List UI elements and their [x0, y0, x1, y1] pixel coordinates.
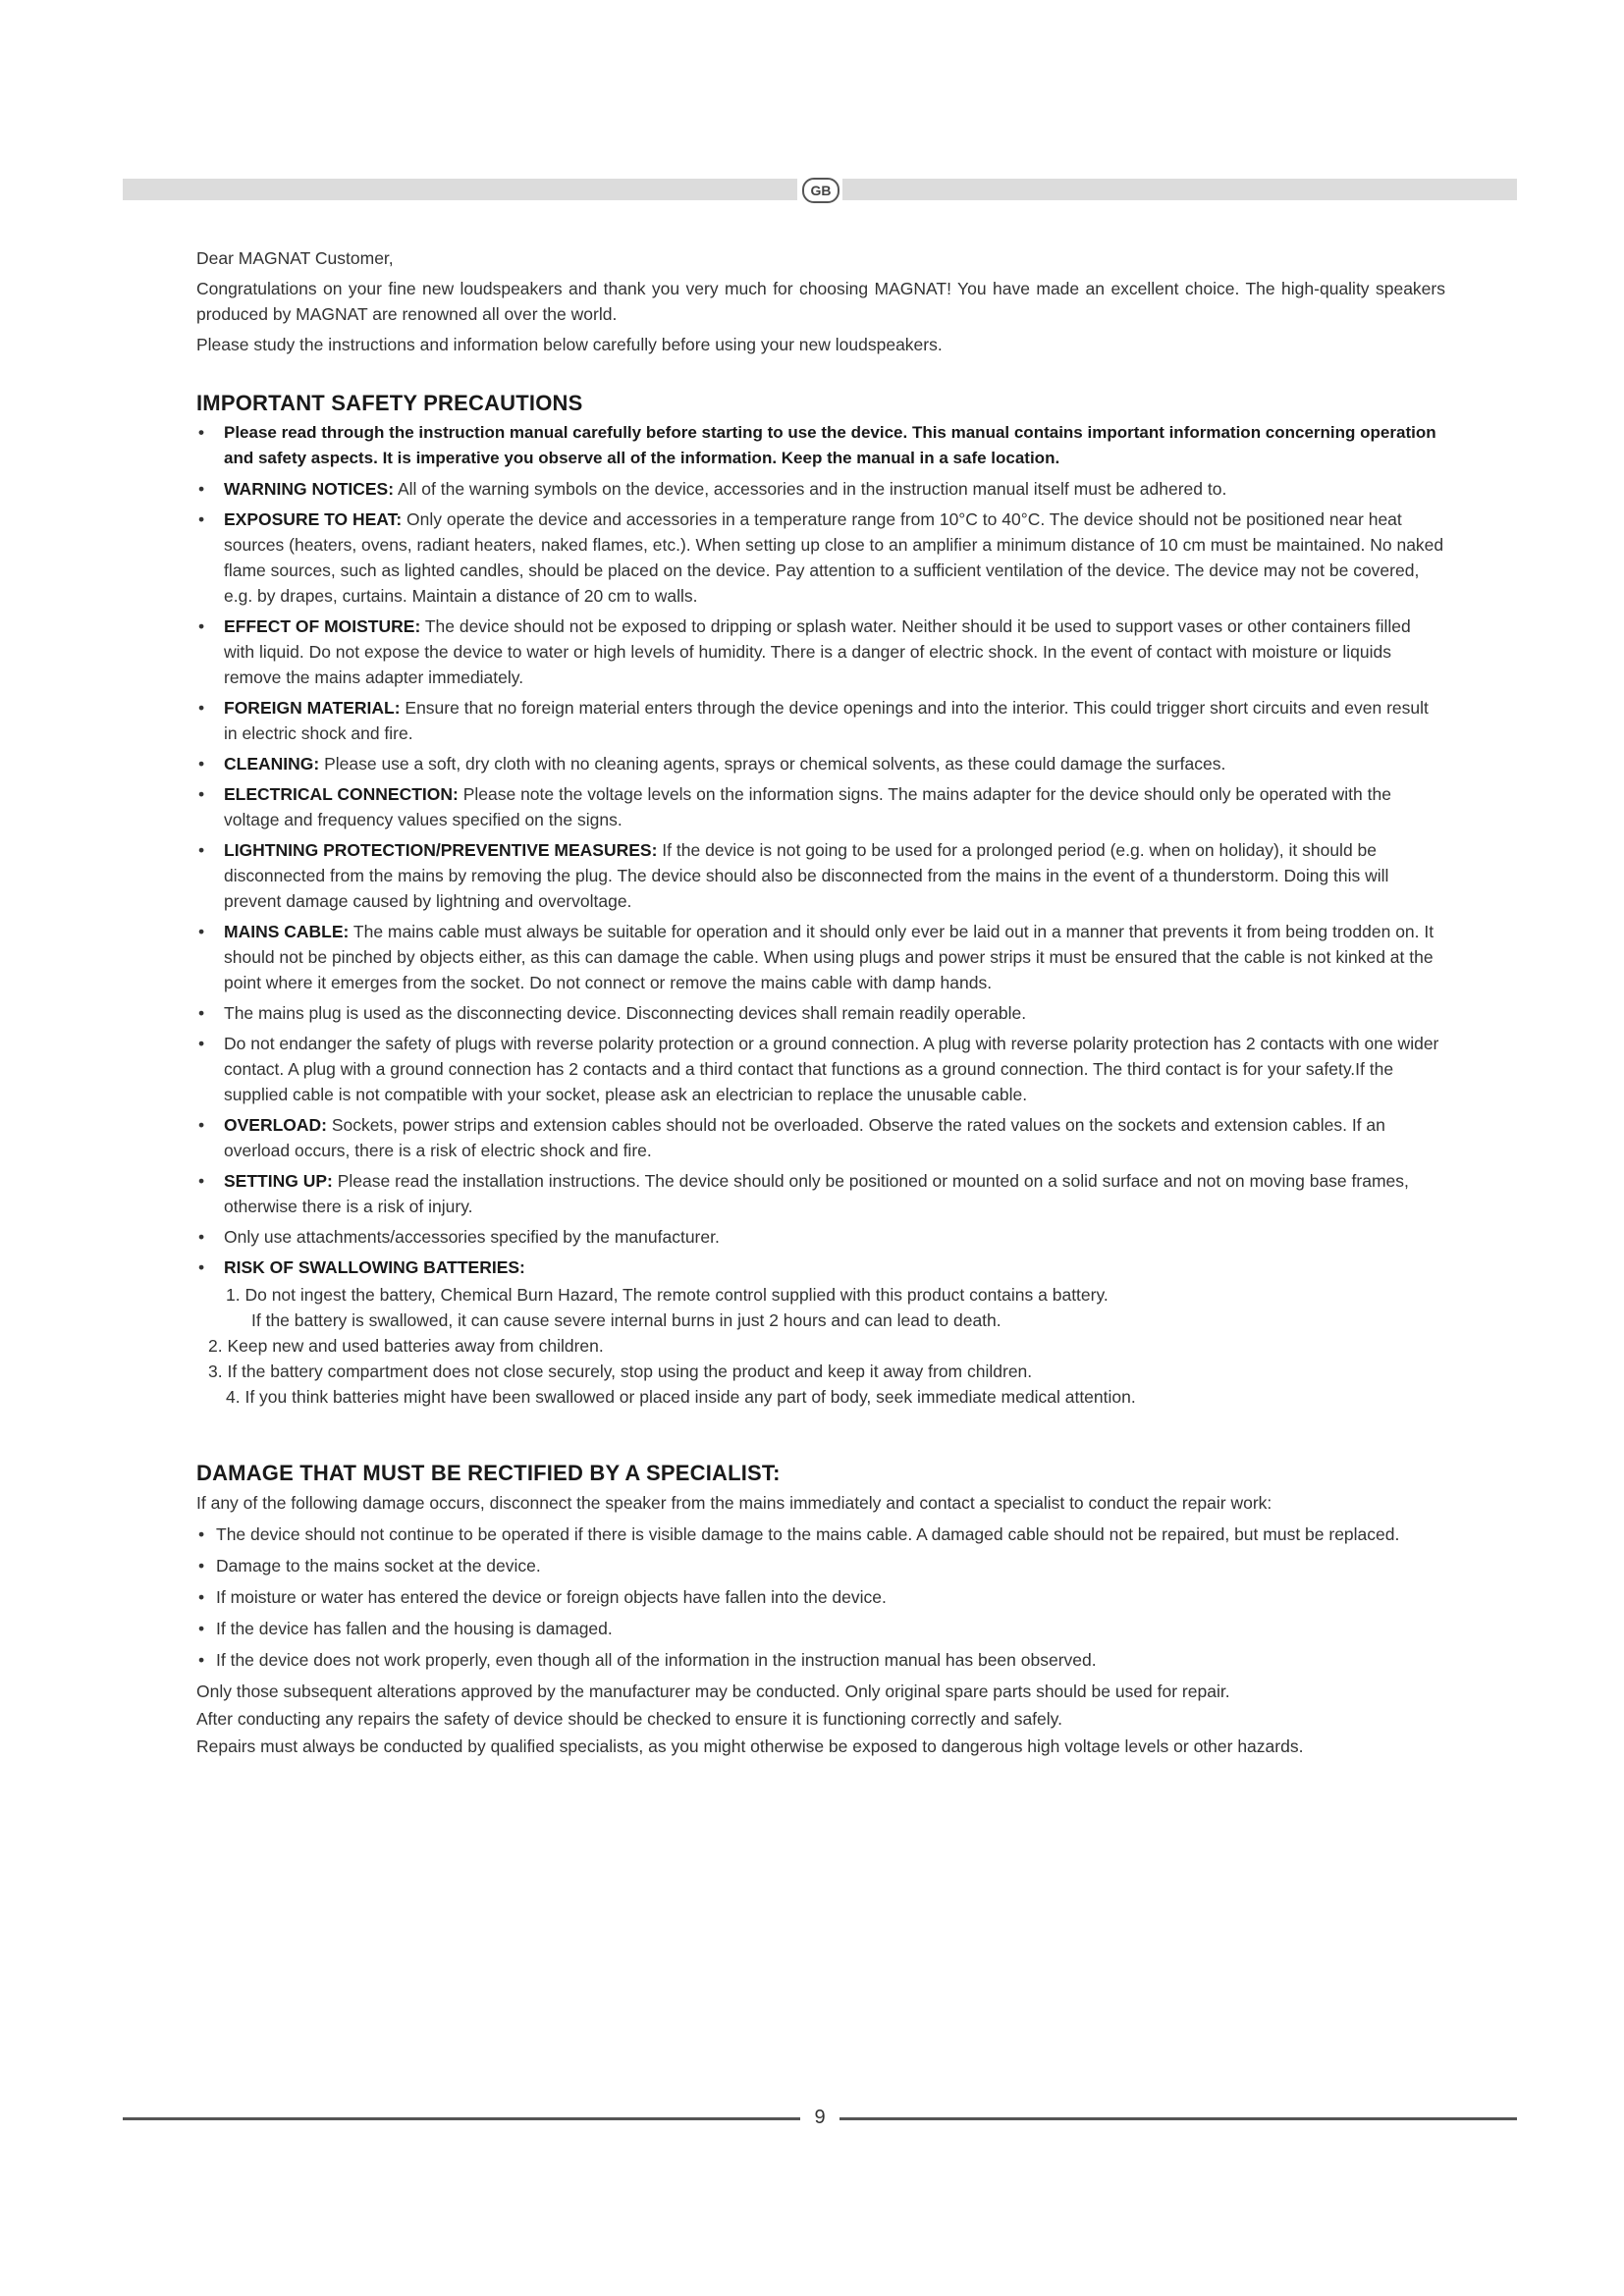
safety-heading: IMPORTANT SAFETY PRECAUTIONS	[196, 391, 583, 415]
safety-item-plug-polarity	[196, 1031, 1445, 1107]
item-text: If the device is not going to be used for a prolonged period (e.g. when on holiday), it should be disconnected from the mains by removing the plug. The device should also be disconnected from the mains in the event of a thunderstorm. Doing this will prevent damage caused by lightning and overvoltage.	[224, 840, 1389, 911]
damage-outro	[196, 1679, 1445, 1759]
greeting: Dear MAGNAT Customer,	[196, 248, 394, 268]
footer-rule-left	[123, 2117, 800, 2120]
damage-list	[196, 1522, 1445, 1673]
item-label: CLEANING:	[224, 754, 320, 774]
item-label: SETTING UP:	[224, 1171, 333, 1191]
item-label: ELECTRICAL CONNECTION:	[224, 784, 459, 804]
safety-item-attachments	[196, 1224, 1445, 1250]
battery-step-1-cont: If the battery is swallowed, it can cause severe internal burns in just 2 hours and can lead to death.	[251, 1310, 1001, 1330]
safety-lead-item: • Please read through the instruction manual carefully before starting to use the device. This manual contains important information concerning operation and safety aspects. It is imperative you observe all of the information. Keep the manual in a safe location.	[196, 420, 1445, 471]
battery-step-2: 2. Keep new and used batteries away from children.	[208, 1336, 604, 1356]
item-label: FOREIGN MATERIAL:	[224, 698, 401, 718]
safety-item-batteries	[196, 1255, 1445, 1280]
intro-paragraph-2: Please study the instructions and information below carefully before using your new loudspeakers.	[196, 335, 943, 354]
safety-item-foreign-material	[196, 695, 1445, 746]
item-text: Do not endanger the safety of plugs with reverse polarity protection or a ground connection. A plug with reverse polarity protection has 2 contacts with one wider contact. A plug with a ground connection has 2 contacts and a third contact that functions as a ground connection. The third contact is for your safety.If the supplied cable is not compatible with your socket, please ask an electrician to replace the unusable cable.	[224, 1034, 1439, 1104]
item-text: The mains plug is used as the disconnecting device. Disconnecting devices shall remain readily operable.	[224, 1003, 1027, 1023]
footer-rule-right	[839, 2117, 1517, 2120]
damage-item: • Damage to the mains socket at the device.	[196, 1553, 1445, 1578]
page-number: 9	[814, 2107, 826, 2128]
safety-item-warning-notices	[196, 476, 1445, 502]
item-text: Ensure that no foreign material enters through the device openings and into the interior. This could trigger short circuits and even result in electric shock and fire.	[224, 698, 1429, 743]
item-text: Only operate the device and accessories in a temperature range from 10°C to 40°C. The device should not be positioned near heat sources (heaters, ovens, radiant heaters, naked flames, etc.). When setting up close to an amplifier a minimum distance of 10 cm must be maintained. No naked flame sources, such as lighted candles, should be placed on the device. Pay attention to a sufficient ventilation of the device. The device may not be covered, e.g. by drapes, curtains. Maintain a distance of 20 cm to walls.	[224, 509, 1444, 606]
safety-item-effect-of-moisture	[196, 614, 1445, 690]
damage-item: • If moisture or water has entered the device or foreign objects have fallen into the device.	[196, 1584, 1445, 1610]
damage-intro: If any of the following damage occurs, disconnect the speaker from the mains immediately and contact a specialist to conduct the repair work:	[196, 1493, 1272, 1513]
outro-line-3: Repairs must always be conducted by qualified specialists, as you might otherwise be exposed to dangerous high voltage levels or other hazards.	[196, 1736, 1304, 1756]
language-badge-label: GB	[802, 178, 839, 203]
battery-step-4: 4. If you think batteries might have been swallowed or placed inside any part of body, seek immediate medical attention.	[226, 1387, 1136, 1407]
item-text: All of the warning symbols on the device, accessories and in the instruction manual itself must be adhered to.	[394, 479, 1227, 499]
intro-section	[196, 245, 1445, 357]
outro-line-1: Only those subsequent alterations approved by the manufacturer may be conducted. Only original spare parts should be used for repair.	[196, 1682, 1230, 1701]
item-text: The mains cable must always be suitable for operation and it should only ever be laid out in a manner that prevents it from being trodden on. It should not be pinched by objects either, as this can damage the cable. When using plugs and power strips it must be ensured that the cable is not kinked at the point where it emerges from the socket. Do not connect or remove the mains cable with damp hands.	[224, 922, 1435, 992]
item-text: Please use a soft, dry cloth with no cleaning agents, sprays or chemical solvents, as these could damage the surfaces.	[319, 754, 1226, 774]
safety-item-lightning-protection	[196, 837, 1445, 914]
item-text: Please note the voltage levels on the information signs. The mains adapter for the device should only be operated with the voltage and frequency values specified on the signs.	[224, 784, 1391, 829]
damage-heading: DAMAGE THAT MUST BE RECTIFIED BY A SPECIALIST:	[196, 1461, 781, 1485]
safety-list	[196, 420, 1445, 1280]
item-label: OVERLOAD:	[224, 1115, 327, 1135]
item-text: Sockets, power strips and extension cables should not be overloaded. Observe the rated values on the sockets and extension cables. If an overload occurs, there is a risk of electric shock and fire.	[224, 1115, 1385, 1160]
item-label: EXPOSURE TO HEAT:	[224, 509, 403, 529]
item-text: Please read the installation instructions. The device should only be positioned or mounted on a solid surface and not on moving base frames, otherwise there is a risk of injury.	[224, 1171, 1409, 1216]
battery-step-1: 1. Do not ingest the battery, Chemical Burn Hazard, The remote control supplied with this product contains a battery.	[226, 1285, 1109, 1305]
damage-item: • The device should not continue to be operated if there is visible damage to the mains cable. A damaged cable should not be repaired, but must be replaced.	[196, 1522, 1445, 1547]
safety-item-setting-up	[196, 1168, 1445, 1219]
safety-item-overload	[196, 1112, 1445, 1163]
outro-line-2: After conducting any repairs the safety of device should be checked to ensure it is functioning correctly and safely.	[196, 1709, 1062, 1729]
item-label: RISK OF SWALLOWING BATTERIES:	[224, 1257, 525, 1277]
page-content	[196, 245, 1445, 1759]
safety-item-mains-plug	[196, 1000, 1445, 1026]
item-text: The device should not be exposed to dripping or splash water. Neither should it be used to support vases or other containers filled with liquid. Do not expose the device to water or high levels of humidity. There is a danger of electric shock. In the event of contact with moisture or liquids remove the mains adapter immediately.	[224, 616, 1411, 687]
language-badge	[797, 175, 842, 204]
damage-item: • If the device does not work properly, even though all of the information in the instruction manual has been observed.	[196, 1647, 1445, 1673]
item-label: WARNING NOTICES:	[224, 479, 395, 499]
item-label: EFFECT OF MOISTURE:	[224, 616, 421, 636]
safety-item-exposure-to-heat	[196, 507, 1445, 609]
intro-paragraph-1: Congratulations on your fine new loudspeakers and thank you very much for choosing MAGNAT! You have made an excellent choice. The high-quality speakers produced by MAGNAT are renowned all over the world.	[196, 279, 1445, 324]
safety-item-electrical-connection	[196, 781, 1445, 832]
item-label: MAINS CABLE:	[224, 922, 350, 941]
damage-section	[196, 1490, 1445, 1759]
item-text: Only use attachments/accessories specified by the manufacturer.	[224, 1227, 720, 1247]
battery-steps	[196, 1282, 1445, 1410]
damage-item: • If the device has fallen and the housing is damaged.	[196, 1616, 1445, 1641]
safety-item-cleaning	[196, 751, 1445, 776]
item-label: LIGHTNING PROTECTION/PREVENTIVE MEASURES:	[224, 840, 658, 860]
safety-item-mains-cable	[196, 919, 1445, 995]
battery-step-3: 3. If the battery compartment does not close securely, stop using the product and keep it away from children.	[208, 1362, 1033, 1381]
